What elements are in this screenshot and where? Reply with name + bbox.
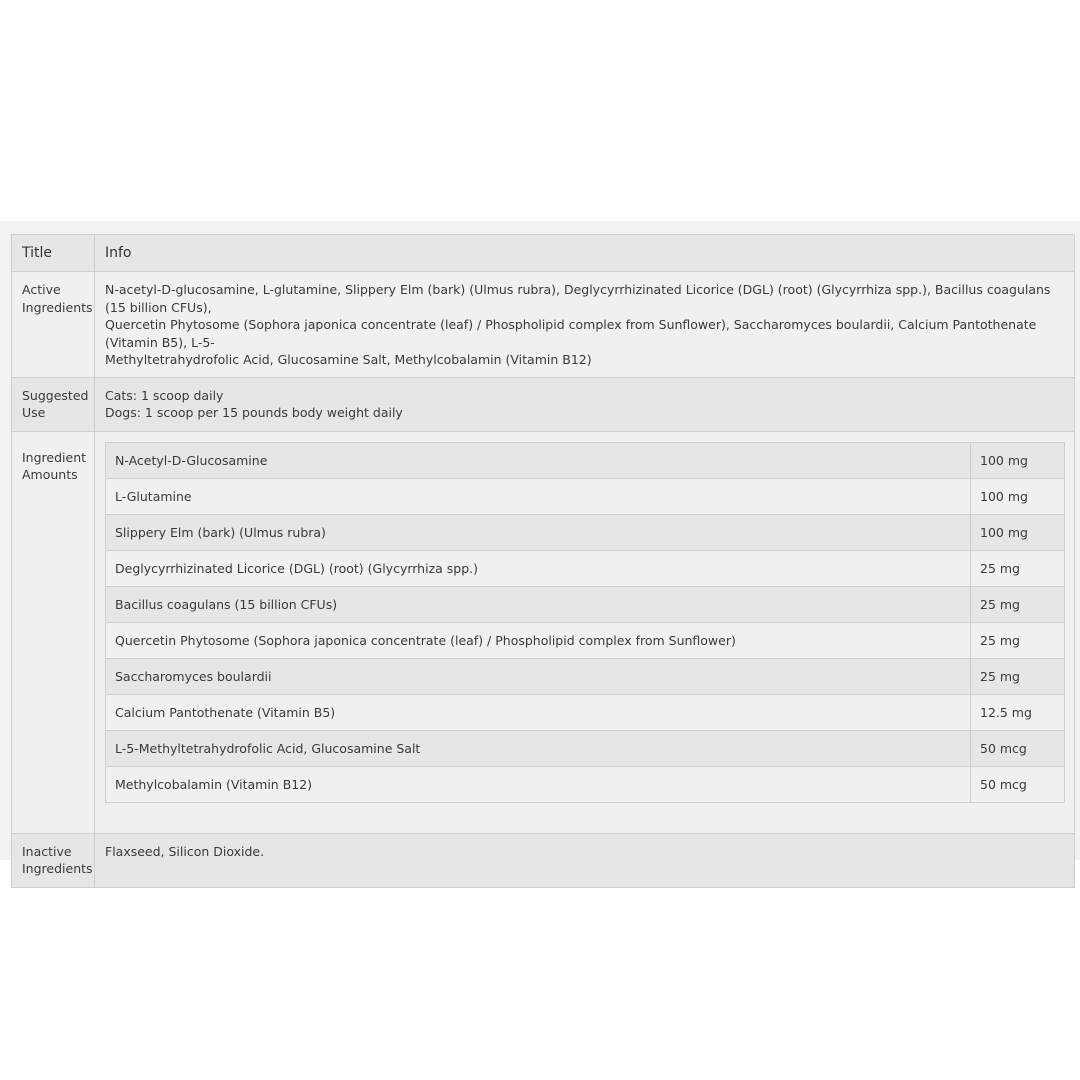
ingredient-amount: 12.5 mg: [971, 694, 1065, 730]
ingredient-amount: 50 mcg: [971, 730, 1065, 766]
inactive-label-line-2: Ingredients: [22, 861, 93, 876]
ingredient-amount: 25 mg: [971, 586, 1065, 622]
ingredient-name: Quercetin Phytosome (Sophora japonica concentrate (leaf) / Phospholipid complex from Sunflower): [106, 622, 971, 658]
ingredient-amount: 100 mg: [971, 478, 1065, 514]
ingredient-amount: 25 mg: [971, 622, 1065, 658]
suggested-use-cats: Cats: 1 scoop daily: [105, 387, 224, 403]
ingredient-amounts-row: [12, 431, 1075, 833]
table-row: [106, 478, 1065, 514]
ingredient-amount: 100 mg: [971, 514, 1065, 550]
inactive-ingredients-info-cell: [95, 833, 1075, 887]
inactive-ingredients-title-cell: [12, 833, 95, 887]
ingredient-amount: 100 mg: [971, 442, 1065, 478]
table-row: [106, 622, 1065, 658]
amounts-label-line-1: Ingredient: [22, 449, 87, 465]
title-column-header: [12, 235, 95, 272]
active-ingredients-text-line: Quercetin Phytosome (Sophora japonica concentrate (leaf) / Phospholipid complex from Sunflower), Saccharomyces boulardii, Calcium Pantothenate (Vitamin B5), L-5-: [105, 317, 1037, 350]
ingredient-amount: 25 mg: [971, 550, 1065, 586]
active-label-line-1: Active: [22, 282, 61, 297]
suggested-label-line-1: Suggested: [22, 387, 89, 403]
amounts-label-line-2: Amounts: [22, 467, 78, 482]
suggested-use-info-cell: [95, 377, 1075, 431]
active-ingredients-title-cell: [12, 272, 95, 378]
ingredient-name: Bacillus coagulans (15 billion CFUs): [106, 586, 971, 622]
ingredient-amounts-title-cell: [12, 431, 95, 833]
ingredient-name: N-Acetyl-D-Glucosamine: [106, 442, 971, 478]
ingredient-amounts-info-cell: [95, 431, 1075, 833]
ingredient-amount: 50 mcg: [971, 766, 1065, 802]
suggested-use-row: [12, 377, 1075, 431]
table-header-row: [12, 235, 1075, 272]
info-header-label: Info: [105, 245, 132, 261]
table-row: [106, 730, 1065, 766]
ingredient-name: Slippery Elm (bark) (Ulmus rubra): [106, 514, 971, 550]
active-ingredients-info-cell: [95, 272, 1075, 378]
suggested-use-title-cell: [12, 377, 95, 431]
ingredient-name: Saccharomyces boulardii: [106, 658, 971, 694]
table-row: [106, 442, 1065, 478]
active-ingredients-row: [12, 272, 1075, 378]
suggested-use-dogs: Dogs: 1 scoop per 15 pounds body weight daily: [105, 405, 403, 420]
inactive-label-line-1: Inactive: [22, 843, 72, 859]
ingredient-name: L-Glutamine: [106, 478, 971, 514]
ingredient-name: Deglycyrrhizinated Licorice (DGL) (root) (Glycyrrhiza spp.): [106, 550, 971, 586]
table-row: [106, 514, 1065, 550]
suggested-label-line-2: Use: [22, 405, 46, 420]
ingredient-name: Calcium Pantothenate (Vitamin B5): [106, 694, 971, 730]
table-row: [106, 550, 1065, 586]
ingredient-amounts-table: [105, 442, 1065, 803]
table-row: [106, 694, 1065, 730]
active-label-line-2: Ingredients: [22, 299, 93, 315]
table-row: [106, 766, 1065, 802]
table-row: [106, 658, 1065, 694]
product-info-table: [11, 234, 1075, 888]
info-column-header: [95, 235, 1075, 272]
ingredient-name: L-5-Methyltetrahydrofolic Acid, Glucosamine Salt: [106, 730, 971, 766]
active-ingredients-text-line: Methyltetrahydrofolic Acid, Glucosamine Salt, Methylcobalamin (Vitamin B12): [105, 352, 592, 367]
inactive-ingredients-row: [12, 833, 1075, 887]
ingredient-amount: 25 mg: [971, 658, 1065, 694]
table-row: [106, 586, 1065, 622]
active-ingredients-text-line: N-acetyl-D-glucosamine, L-glutamine, Slippery Elm (bark) (Ulmus rubra), Deglycyrrhizinated Licorice (DGL) (root) (Glycyrrhiza spp.), Bacillus coagulans (15 billion CFUs),: [105, 282, 1051, 315]
inactive-ingredients-text: Flaxseed, Silicon Dioxide.: [105, 843, 265, 859]
title-header-label: Title: [22, 245, 53, 261]
ingredient-name: Methylcobalamin (Vitamin B12): [106, 766, 971, 802]
